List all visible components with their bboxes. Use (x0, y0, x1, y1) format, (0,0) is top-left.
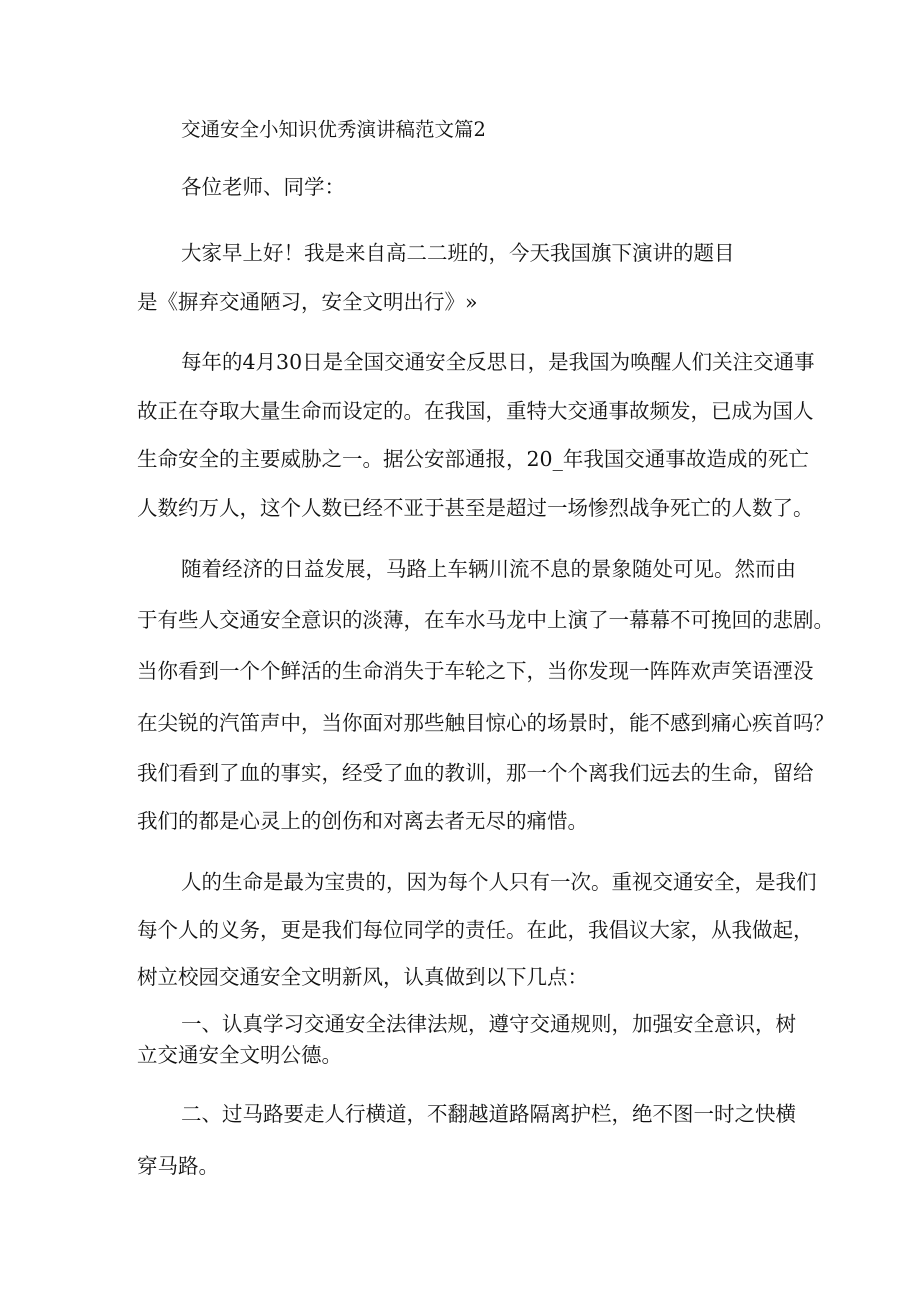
text-line: 大家早上好！我是来自高二二班的，今天我国旗下演讲的题目 (181, 241, 735, 265)
text-line: 我们的都是心灵上的创伤和对离去者无尽的痛惜。 (137, 809, 588, 833)
text-line: 立交通安全文明公德。 (137, 1043, 342, 1067)
text-line: 树立校园交通安全文明新风，认真做到以下几点： (137, 965, 588, 989)
document-title: 交通安全小知识优秀演讲稿范文篇2 (181, 118, 486, 141)
text-line: 人的生命是最为宝贵的，因为每个人只有一次。重视交通安全，是我们 (181, 870, 817, 894)
text-line: 生命安全的主要威胁之一。据公安部通报，20_年我国交通事故造成的死亡 (137, 447, 809, 471)
text-line: 是《摒弃交通陋习，安全文明出行》» (137, 290, 478, 314)
text-line: 我们看到了血的事实，经受了血的教训，那一个个离我们远去的生命，留给 (137, 761, 814, 785)
text-line: 人数约万人，这个人数已经不亚于甚至是超过一场惨烈战争死亡的人数了。 (137, 496, 814, 520)
text-line: 在尖锐的汽笛声中，当你面对那些触目惊心的场景时，能不感到痛心疾首吗？ (137, 711, 834, 735)
salutation: 各位老师、同学： (181, 175, 345, 199)
text-line: 于有些人交通安全意识的淡薄，在车水马龙中上演了一幕幕不可挽回的悲剧。 (137, 608, 834, 632)
text-line: 穿马路。 (137, 1154, 219, 1178)
text-line: 每个人的义务，更是我们每位同学的责任。在此，我倡议大家，从我做起， (137, 918, 814, 942)
text-line: 二、过马路要走人行横道，不翻越道路隔离护栏，绝不图一时之快横 (181, 1102, 796, 1126)
text-line: 随着经济的日益发展，马路上车辆川流不息的景象随处可见。然而由 (181, 557, 796, 581)
text-line: 一、认真学习交通安全法律法规，遵守交通规则，加强安全意识，树 (181, 1012, 796, 1036)
text-line: 当你看到一个个鲜活的生命消失于车轮之下，当你发现一阵阵欢声笑语湮没 (137, 659, 814, 683)
text-line: 故正在夺取大量生命而设定的。在我国，重特大交通事故频发，已成为国人 (137, 399, 814, 423)
text-line: 每年的4月30日是全国交通安全反思日，是我国为唤醒人们关注交通事 (181, 350, 815, 374)
